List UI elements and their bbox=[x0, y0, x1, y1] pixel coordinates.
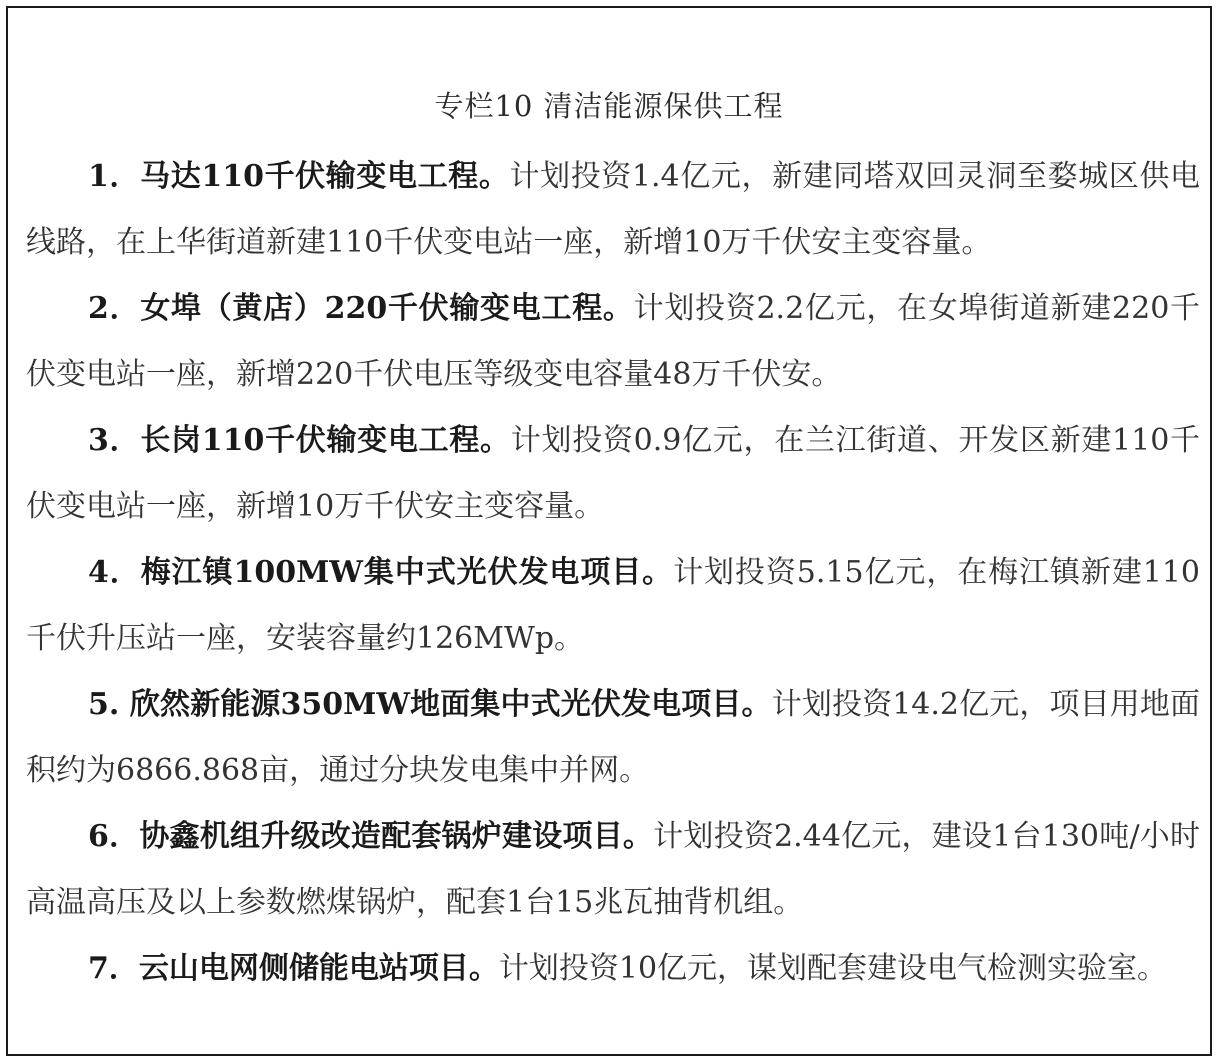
item-number: 7． bbox=[88, 951, 139, 986]
item-number: 4． bbox=[88, 555, 141, 590]
item-heading: 女埠（黄店）220千伏输变电工程。 bbox=[140, 291, 634, 326]
item-heading: 欣然新能源350MW地面集中式光伏发电项目。 bbox=[129, 687, 772, 722]
project-item-4 bbox=[26, 540, 1200, 672]
project-item-3 bbox=[26, 408, 1200, 540]
item-body: 计划投资1.4亿元，新建同塔双回灵洞至婺城区供电线路，在上华街道新建110千伏变电站一座，新增10万千伏安主变容量。 bbox=[26, 159, 1201, 260]
project-item-5 bbox=[26, 672, 1200, 804]
project-item-6 bbox=[26, 804, 1200, 936]
item-number: 5. bbox=[88, 687, 130, 722]
item-number: 3． bbox=[88, 423, 141, 458]
item-number: 6． bbox=[88, 819, 140, 854]
item-number: 1． bbox=[88, 159, 141, 194]
project-list bbox=[26, 144, 1200, 1002]
item-heading: 马达110千伏输变电工程。 bbox=[140, 159, 510, 194]
item-heading: 长岗110千伏输变电工程。 bbox=[140, 423, 511, 458]
item-body: 计划投资5.15亿元，在梅江镇新建110千伏升压站一座，安装容量约126MWp。 bbox=[26, 555, 1200, 656]
item-number: 2． bbox=[88, 291, 141, 326]
item-heading: 云山电网侧储能电站项目。 bbox=[138, 951, 499, 986]
box-title: 专栏10 清洁能源保供工程 bbox=[434, 89, 784, 123]
project-item-1 bbox=[26, 144, 1200, 276]
item-body: 计划投资14.2亿元，项目用地面积约为6866.868亩，通过分块发电集中并网。 bbox=[26, 687, 1200, 788]
item-body: 计划投资2.44亿元，建设1台130吨/小时高温高压及以上参数燃煤锅炉，配套1台15兆瓦抽背机组。 bbox=[26, 819, 1201, 920]
item-heading: 梅江镇100MW集中式光伏发电项目。 bbox=[140, 555, 674, 590]
item-heading: 协鑫机组升级改造配套锅炉建设项目。 bbox=[139, 819, 654, 854]
item-body: 计划投资10亿元，谋划配套建设电气检测实验室。 bbox=[498, 951, 1168, 986]
item-body: 计划投资0.9亿元，在兰江街道、开发区新建110千伏变电站一座，新增10万千伏安主变容量。 bbox=[26, 423, 1201, 524]
column-box bbox=[6, 6, 1212, 1056]
item-body: 计划投资2.2亿元，在女埠街道新建220千伏变电站一座，新增220千伏电压等级变电容量48万千伏安。 bbox=[26, 291, 1200, 392]
project-item-2 bbox=[26, 276, 1200, 408]
project-item-7 bbox=[26, 936, 1200, 1002]
